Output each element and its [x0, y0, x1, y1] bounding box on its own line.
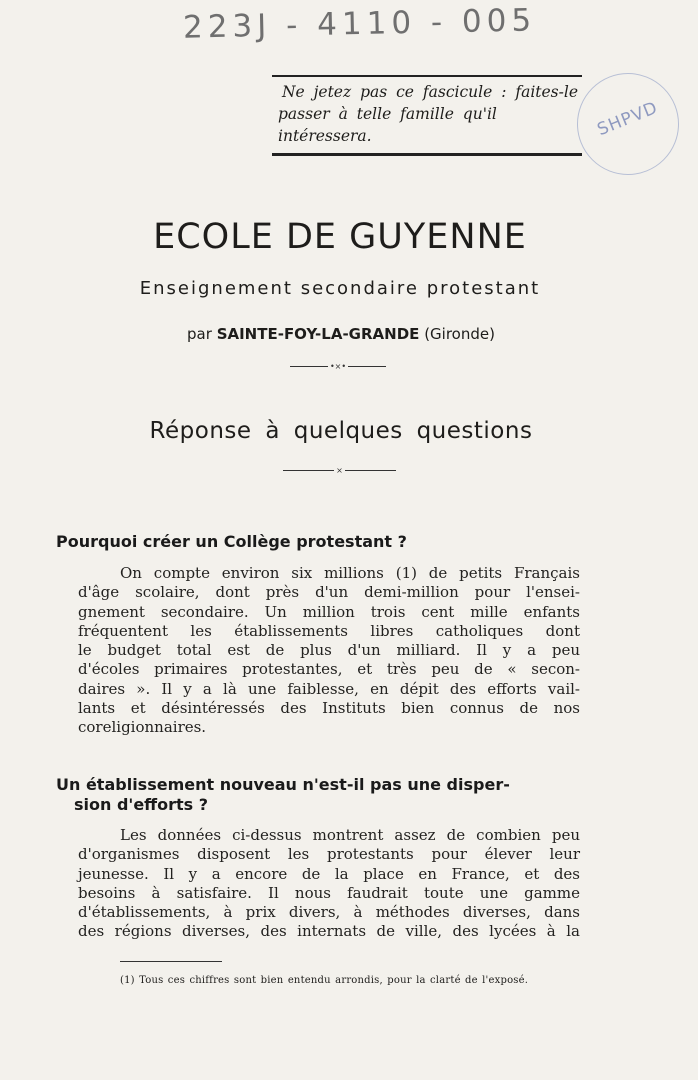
- paragraph-line: daires ». Il y a là une faiblesse, en dépit des efforts vail-: [78, 679, 580, 698]
- paragraph-line: fréquentent les établissements libres catholiques dont: [78, 621, 580, 640]
- notice-line-2: passer à telle famille qu'il intéressera.: [278, 105, 497, 145]
- footnote-rule: [120, 961, 222, 962]
- notice-box: [272, 75, 582, 156]
- paragraph-line: On compte environ six millions (1) de petits Français: [120, 564, 580, 582]
- paragraph-line: Les données ci-dessus montrent assez de combien peu: [120, 826, 580, 844]
- question-heading-1: Pourquoi créer un Collège protestant ?: [56, 532, 407, 551]
- location-prefix: par: [187, 325, 212, 343]
- stamp-text: SHPVD: [594, 97, 662, 141]
- question-line: Un établissement nouveau n'est-il pas une disper-: [56, 775, 510, 794]
- archive-code: 223J - 4110 - 005: [182, 2, 537, 46]
- school-location: [0, 325, 682, 343]
- location-name: SAINTE-FOY-LA-GRANDE: [216, 325, 420, 343]
- paragraph-line: le budget total est de plus d'un milliard. Il y a peu: [78, 641, 580, 660]
- ornament-divider-2: [283, 466, 396, 475]
- notice-bottom-rule: [272, 153, 582, 156]
- paragraph-line: jeunesse. Il y a encore de la place en France, et des: [78, 864, 580, 883]
- paragraph-line: d'âge scolaire, dont près d'un demi-million pour l'ensei-: [78, 583, 580, 602]
- question-heading-2: [56, 775, 596, 815]
- answer-paragraph-1: [78, 564, 580, 738]
- school-subtitle: Enseignement secondaire protestant: [139, 278, 541, 299]
- notice-line-1: Ne jetez pas ce fascicule : faites-le: [281, 83, 578, 101]
- paragraph-line: besoins à satisfaire. Il nous faudrait toute une gamme: [78, 883, 580, 902]
- paragraph-line: coreligionnaires.: [78, 718, 207, 737]
- footnote: (1) Tous ces chiffres sont bien entendu arrondis, pour la clarté de l'exposé.: [120, 975, 529, 986]
- section-heading: Réponse à quelques questions: [149, 418, 533, 444]
- paragraph-line: d'organismes disposent les protestants pour élever leur: [78, 845, 580, 864]
- ornament-divider-1: [290, 362, 386, 371]
- paragraph-line: gnement secondaire. Un million trois cent mille enfants: [78, 602, 580, 621]
- library-stamp: [577, 73, 679, 175]
- answer-paragraph-2: [78, 826, 580, 942]
- school-title: ECOLE DE GUYENNE: [153, 217, 527, 257]
- divider-line: [348, 366, 386, 367]
- ornament-icon: ⨯: [336, 465, 343, 475]
- divider-line: [290, 366, 328, 367]
- divider-line: [345, 470, 396, 471]
- paragraph-line: des régions diverses, des internats de ville, des lycées à la: [78, 922, 580, 941]
- notice-top-rule: [272, 75, 582, 77]
- question-line: sion d'efforts ?: [74, 795, 209, 814]
- paragraph-line: lants et désintéressés des Instituts bien connus de nos: [78, 699, 580, 718]
- paragraph-line: d'établissements, à prix divers, à méthodes diverses, dans: [78, 903, 580, 922]
- paragraph-line: d'écoles primaires protestantes, et très peu de « secon-: [78, 660, 580, 679]
- divider-line: [283, 470, 334, 471]
- location-region: (Gironde): [424, 325, 495, 343]
- ornament-icon: •⨯•: [329, 361, 347, 371]
